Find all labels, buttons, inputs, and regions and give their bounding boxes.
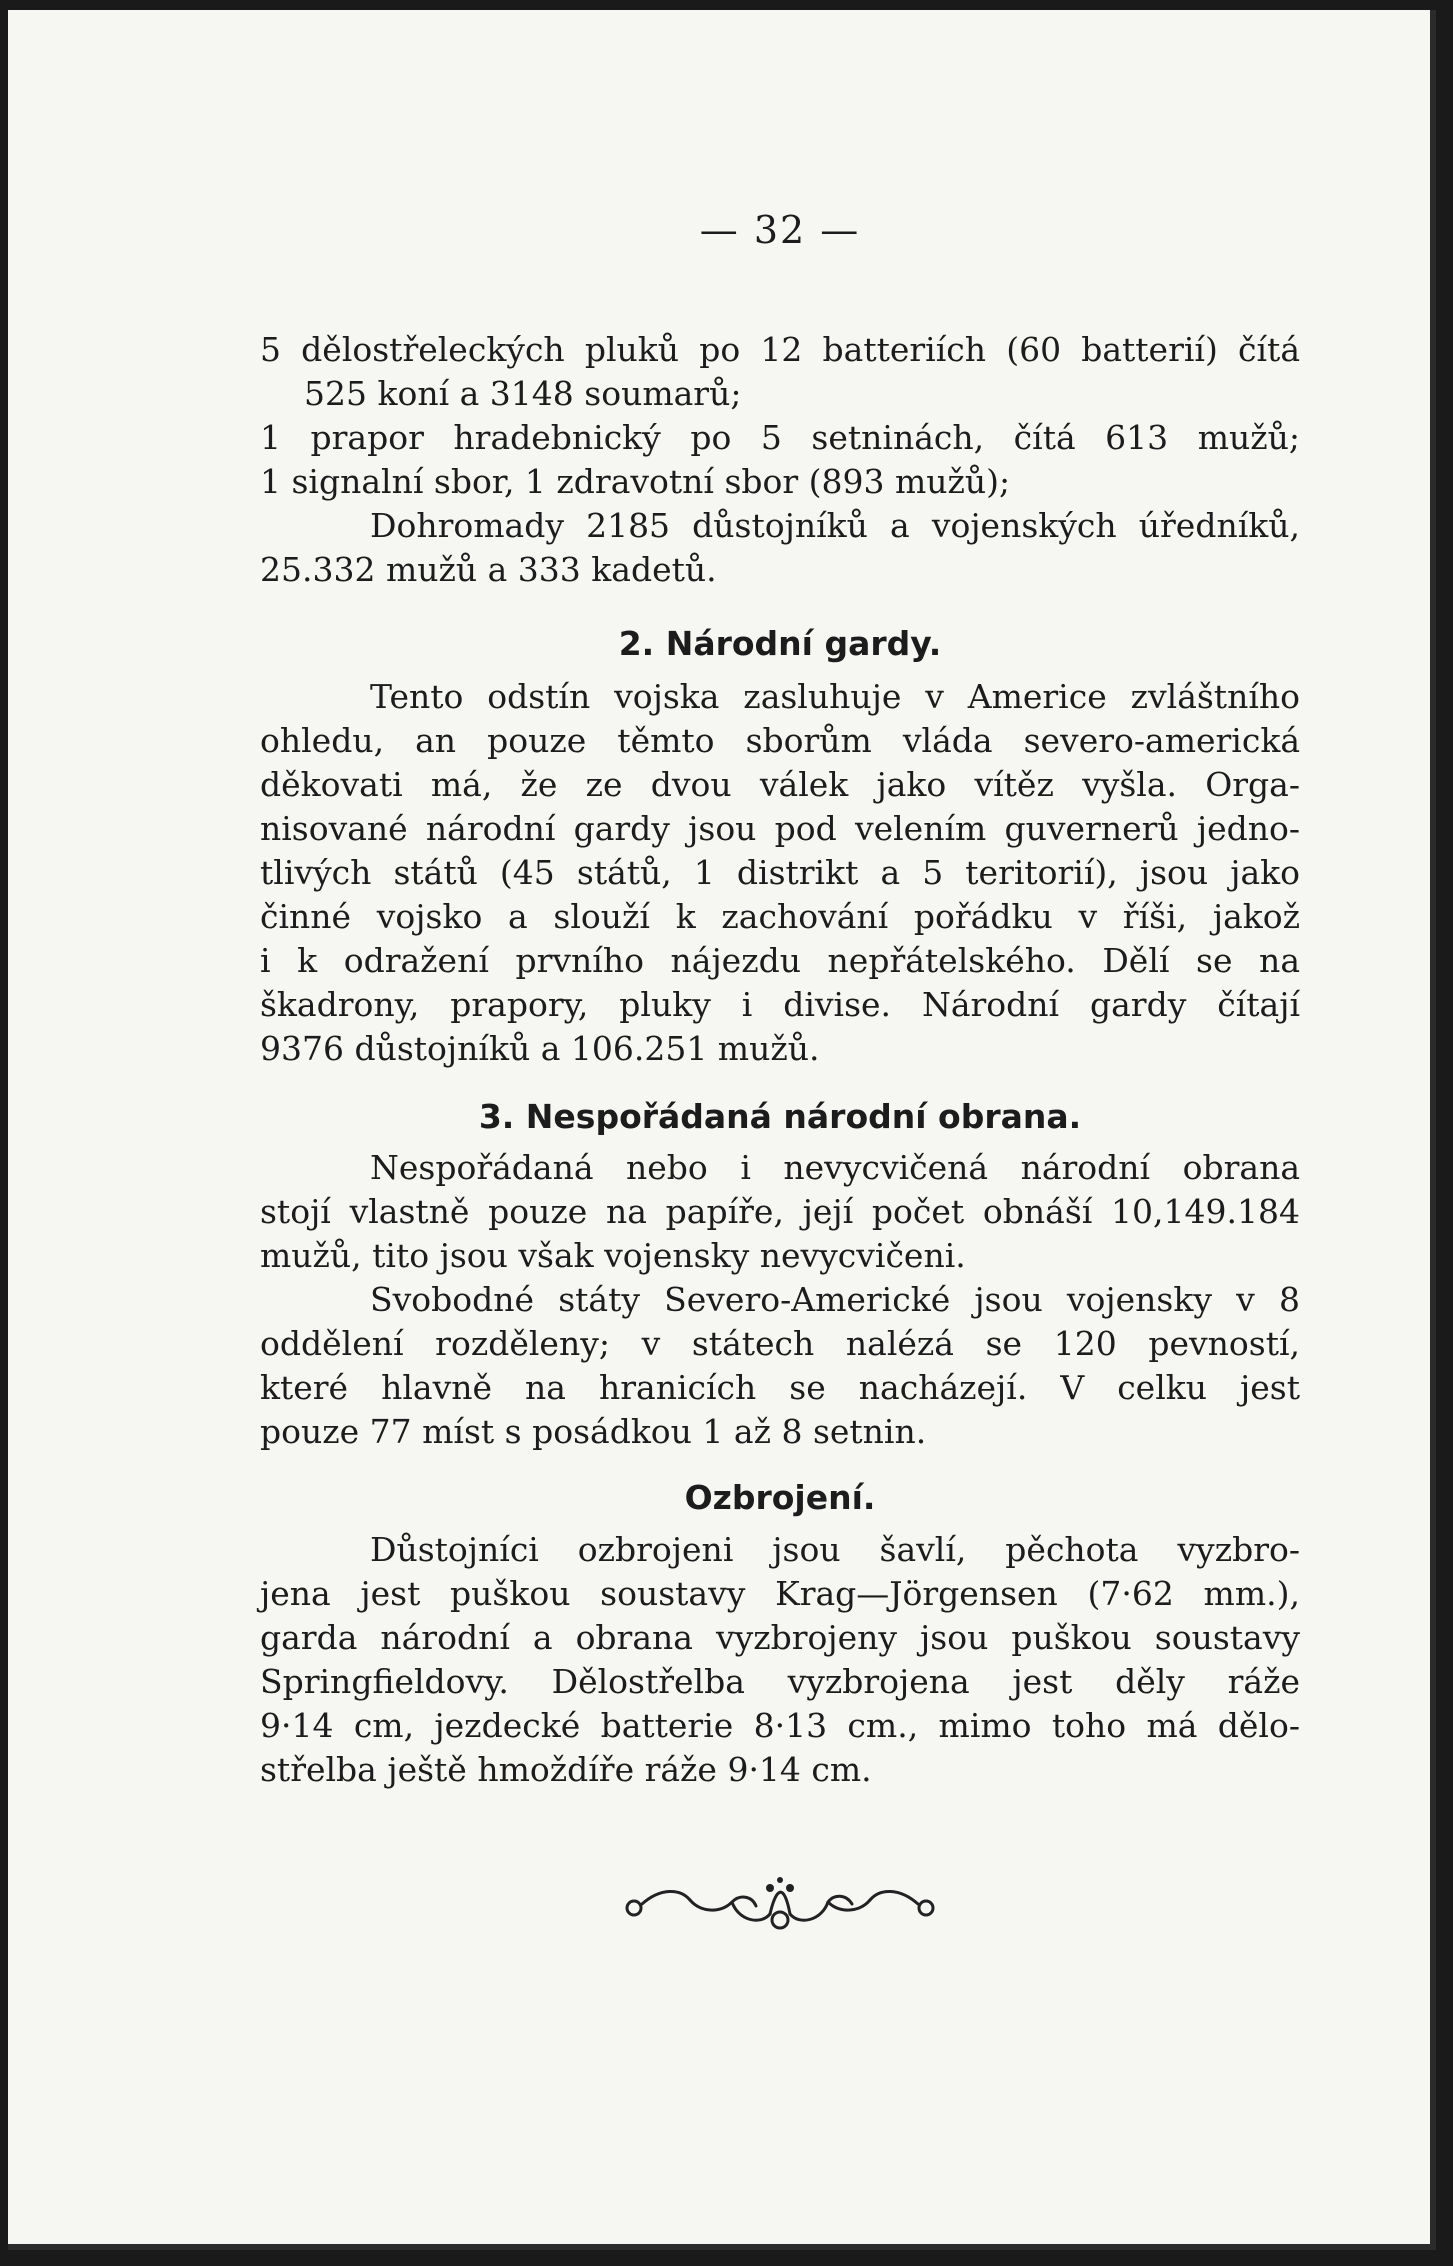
book-page <box>8 10 1436 2250</box>
paragraph-line: mužů, tito jsou však vojensky nevycvičeni. <box>260 1236 966 1275</box>
paragraph-line: garda národní a obrana vyzbrojeny jsou puškou soustavy <box>260 1618 1300 1657</box>
paragraph-line: 9·14 cm, jezdecké batterie 8·13 cm., mimo toho má dělo- <box>260 1706 1300 1745</box>
paragraph-line: i k odražení prvního nájezdu nepřátelského. Dělí se na <box>260 941 1300 980</box>
text-line: 5 dělostřeleckých pluků po 12 batteriích (60 batterií) čítá <box>260 330 1300 369</box>
paragraph-line: tlivých států (45 států, 1 distrikt a 5 teritorií), jsou jako <box>260 853 1300 892</box>
paragraph-line: Springfieldovy. Dělostřelba vyzbrojena jest děly ráže <box>260 1662 1300 1701</box>
paragraph-line: ohledu, an pouze těmto sborům vláda severo-americká <box>260 721 1300 760</box>
text-line: Dohromady 2185 důstojníků a vojenských úředníků, <box>370 506 1300 545</box>
paragraph-line: pouze 77 míst s posádkou 1 až 8 setnin. <box>260 1412 927 1451</box>
paragraph-line: jena jest puškou soustavy Krag—Jörgensen (7·62 mm.), <box>260 1574 1300 1613</box>
paragraph-line: Svobodné státy Severo-Americké jsou vojensky v 8 <box>370 1280 1300 1319</box>
paragraph-line: Důstojníci ozbrojeni jsou šavlí, pěchota vyzbro- <box>370 1530 1300 1569</box>
paragraph-line: činné vojsko a slouží k zachování pořádku v říši, jakož <box>260 897 1300 936</box>
paragraph-line: Nespořádaná nebo i nevycvičená národní obrana <box>370 1148 1300 1187</box>
section-heading-narodni-gardy: 2. Národní gardy. <box>618 624 942 663</box>
section-heading-nesporadana-obrana: 3. Nespořádaná národní obrana. <box>478 1097 1082 1136</box>
ornament-tailpiece-icon <box>620 1868 940 1938</box>
text-line: 525 koní a 3148 soumarů; <box>304 374 742 413</box>
text-line: 1 prapor hradebnický po 5 setninách, čítá 613 mužů; <box>260 418 1300 457</box>
paragraph-line: děkovati má, že ze dvou válek jako vítěz vyšla. Orga- <box>260 765 1300 804</box>
section-heading-ozbrojeni: Ozbrojení. <box>684 1478 876 1517</box>
paragraph-line: 9376 důstojníků a 106.251 mužů. <box>260 1029 820 1068</box>
paragraph-line: které hlavně na hranicích se nacházejí. V celku jest <box>260 1368 1300 1407</box>
paragraph-line: škadrony, prapory, pluky i divise. Národní gardy čítají <box>260 985 1300 1024</box>
text-line: 25.332 mužů a 333 kadetů. <box>260 550 717 589</box>
paragraph-line: stojí vlastně pouze na papíře, její počet obnáší 10,149.184 <box>260 1192 1300 1231</box>
paragraph-line: nisované národní gardy jsou pod velením guvernerů jedno- <box>260 809 1300 848</box>
paragraph-line: střelba ještě hmoždíře ráže 9·14 cm. <box>260 1750 872 1789</box>
page-number: — 32 — <box>699 208 861 252</box>
paragraph-line: oddělení rozděleny; v státech nalézá se 120 pevností, <box>260 1324 1300 1363</box>
text-line: 1 signalní sbor, 1 zdravotní sbor (893 mužů); <box>260 462 1011 501</box>
paragraph-line: Tento odstín vojska zasluhuje v Americe zvláštního <box>370 677 1300 716</box>
